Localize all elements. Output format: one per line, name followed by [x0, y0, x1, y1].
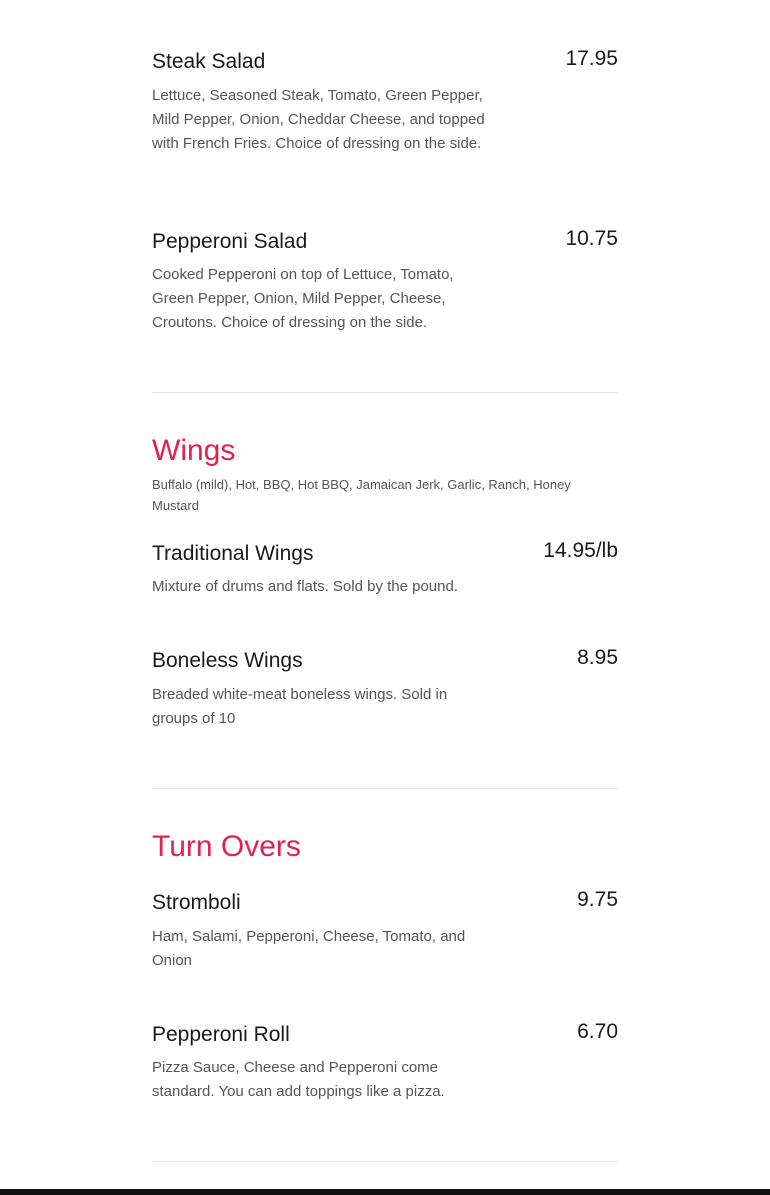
item-description: Pizza Sauce, Cheese and Pepperoni come standard. You can add toppings like a pizza.	[152, 1059, 445, 1100]
item-description: Cooked Pepperoni on top of Lettuce, Tomato, Green Pepper, Onion, Mild Pepper, Cheese, Croutons. Choice of dressing on the side.	[152, 266, 454, 331]
section-title-turnovers: Turn Overs	[152, 830, 301, 863]
section-divider	[152, 1161, 618, 1162]
section-divider	[152, 788, 618, 789]
item-description: Ham, Salami, Pepperoni, Cheese, Tomato, and Onion	[152, 928, 466, 969]
item-name: Steak Salad	[152, 50, 266, 73]
item-price: 8.95	[577, 646, 618, 669]
item-name: Pepperoni Salad	[152, 230, 308, 253]
item-name: Boneless Wings	[152, 649, 303, 672]
footer-bar	[0, 1189, 770, 1195]
item-description: Lettuce, Seasoned Steak, Tomato, Green Pepper, Mild Pepper, Onion, Cheddar Cheese, and topped with French Fries. Choice of dressing on the side.	[152, 87, 485, 152]
section-divider	[152, 392, 618, 393]
item-price: 6.70	[577, 1020, 618, 1043]
section-title-wings: Wings	[152, 434, 236, 467]
section-subtitle-wings: Buffalo (mild), Hot, BBQ, Hot BBQ, Jamaican Jerk, Garlic, Ranch, Honey Mustard	[152, 477, 571, 513]
item-price: 9.75	[577, 888, 618, 911]
item-price: 10.75	[565, 227, 618, 250]
item-name: Stromboli	[152, 891, 241, 914]
item-name: Traditional Wings	[152, 542, 314, 565]
item-name: Pepperoni Roll	[152, 1023, 290, 1046]
item-price: 14.95/lb	[543, 539, 618, 562]
item-description: Breaded white-meat boneless wings. Sold in groups of 10	[152, 686, 448, 727]
item-price: 17.95	[565, 47, 618, 70]
item-description: Mixture of drums and flats. Sold by the pound.	[152, 578, 458, 595]
